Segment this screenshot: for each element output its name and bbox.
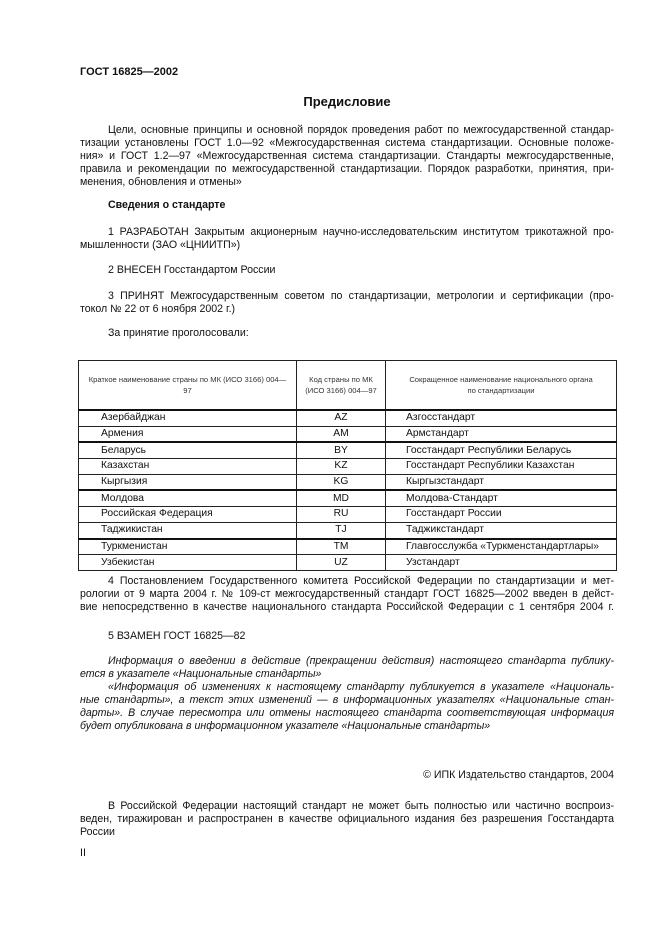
country-name: Российская Федерация xyxy=(79,507,297,523)
column-header: Сокращенное наименование национального органа по стандартизации xyxy=(386,361,617,411)
country-code: RU xyxy=(297,507,386,523)
text-line: В Российской Федерации настоящий стандарт не может быть полностью или частично воспроиз- xyxy=(108,800,614,812)
voted-label: За принятие проголосовали: xyxy=(108,327,249,339)
standards-body: Молдова-Стандарт xyxy=(386,490,617,506)
text-line: 1 РАЗРАБОТАН Закрытым акционерным научно-исследовательским институтом трикотажной про- xyxy=(108,226,614,238)
standards-body: Кыргызстандарт xyxy=(386,474,617,490)
item-1 xyxy=(80,226,614,252)
table-row xyxy=(79,522,617,538)
country-name: Кыргызия xyxy=(79,474,297,490)
country-name: Азербайджан xyxy=(79,410,297,426)
document-header: ГОСТ 16825—2002 xyxy=(80,66,179,78)
text-line: дарты». В случае пересмотра или отмены настоящего стандарта соответствующая информация xyxy=(80,707,614,719)
text-line: веден, тиражирован и распространен в качестве официального издания без разрешения Госстандарта xyxy=(80,813,614,825)
notice-1 xyxy=(80,655,614,681)
item-2: 2 ВНЕСЕН Госстандартом России xyxy=(108,264,276,276)
text-line: будет опубликована в информационном указателе «Национальные стандарты» xyxy=(80,720,491,732)
text-line: менения, обновления и отмены» xyxy=(80,176,242,188)
standards-body: Главгосслужба «Туркменстандартлары» xyxy=(386,539,617,555)
text-line: «Информация об изменениях к настоящему стандарту публикуется в указателе «Националь- xyxy=(108,681,614,693)
country-name: Таджикистан xyxy=(79,522,297,538)
text-line: ется в указателе «Национальные стандарты» xyxy=(80,668,322,680)
item-4 xyxy=(80,575,614,614)
country-code: KZ xyxy=(297,459,386,475)
country-code: UZ xyxy=(297,555,386,571)
country-name: Армения xyxy=(79,426,297,442)
standards-body: Госстандарт России xyxy=(386,507,617,523)
page-title: Предисловие xyxy=(303,94,391,109)
rights-paragraph xyxy=(80,800,614,839)
country-code: TM xyxy=(297,539,386,555)
table-row xyxy=(79,507,617,523)
item-5: 5 ВЗАМЕН ГОСТ 16825—82 xyxy=(108,630,246,642)
intro-paragraph xyxy=(80,124,614,189)
table-row xyxy=(79,410,617,426)
table-row xyxy=(79,539,617,555)
standards-body: Азгосстандарт xyxy=(386,410,617,426)
country-code: KG xyxy=(297,474,386,490)
info-heading: Сведения о стандарте xyxy=(108,199,226,211)
country-code: AZ xyxy=(297,410,386,426)
text-line: ния» и ГОСТ 1.2—97 «Межгосударственная система стандартизации. Стандарты межгосударственные, xyxy=(80,150,614,162)
standards-body: Госстандарт Республики Беларусь xyxy=(386,442,617,458)
item-3 xyxy=(80,290,614,316)
text-line: Цели, основные принципы и основной порядок проведения работ по межгосударственной стандар- xyxy=(108,124,614,136)
standards-body: Армстандарт xyxy=(386,426,617,442)
country-name: Беларусь xyxy=(79,442,297,458)
table-row xyxy=(79,426,617,442)
standards-body: Таджикстандарт xyxy=(386,522,617,538)
column-header: Краткое наименование страны по МК (ИСО 3166) 004—97 xyxy=(79,361,297,411)
text-line: 3 ПРИНЯТ Межгосударственным советом по стандартизации, метрологии и сертификации (про- xyxy=(108,290,614,302)
table-row xyxy=(79,474,617,490)
text-line: Информация о введении в действие (прекращении действия) настоящего стандарта публику- xyxy=(108,655,614,667)
standards-body: Узстандарт xyxy=(386,555,617,571)
text-line: России xyxy=(80,826,115,838)
country-name: Туркменистан xyxy=(79,539,297,555)
country-name: Узбекистан xyxy=(79,555,297,571)
country-code: AM xyxy=(297,426,386,442)
text-line: тизации установлены ГОСТ 1.0—92 «Межгосударственная система стандартизации. Основные положе- xyxy=(80,137,614,149)
country-code: MD xyxy=(297,490,386,506)
table-row xyxy=(79,442,617,458)
standards-body: Госстандарт Республики Казахстан xyxy=(386,459,617,475)
column-header: Код страны по МК (ИСО 3166) 004—97 xyxy=(297,361,386,411)
page-number: II xyxy=(80,847,86,859)
text-line: токол № 22 от 6 ноября 2002 г.) xyxy=(80,303,236,315)
table-row xyxy=(79,459,617,475)
table-row xyxy=(79,555,617,571)
notice-2 xyxy=(80,681,614,733)
text-line: правила и рекомендации по межгосударственной стандартизации. Порядок разработки, принятия, при- xyxy=(80,163,614,175)
country-name: Молдова xyxy=(79,490,297,506)
country-name: Казахстан xyxy=(79,459,297,475)
text-line: мышленности (ЗАО «ЦНИИТП») xyxy=(80,239,241,251)
text-line: вие непосредственно в качестве национального стандарта Российской Федерации с 1 сентября 2004 г. xyxy=(80,601,614,613)
text-line: рологии от 9 марта 2004 г. № 109-ст межгосударственный стандарт ГОСТ 16825—2002 введен в дейст- xyxy=(80,588,614,600)
copyright: © ИПК Издательство стандартов, 2004 xyxy=(423,769,614,781)
countries-table xyxy=(78,360,617,571)
text-line: 4 Постановлением Государственного комитета Российской Федерации по стандартизации и мет- xyxy=(108,575,614,587)
table-row xyxy=(79,490,617,506)
country-code: BY xyxy=(297,442,386,458)
text-line: ные стандарты», а текст этих изменений — в информационных указателях «Национальные стан- xyxy=(80,694,614,706)
country-code: TJ xyxy=(297,522,386,538)
